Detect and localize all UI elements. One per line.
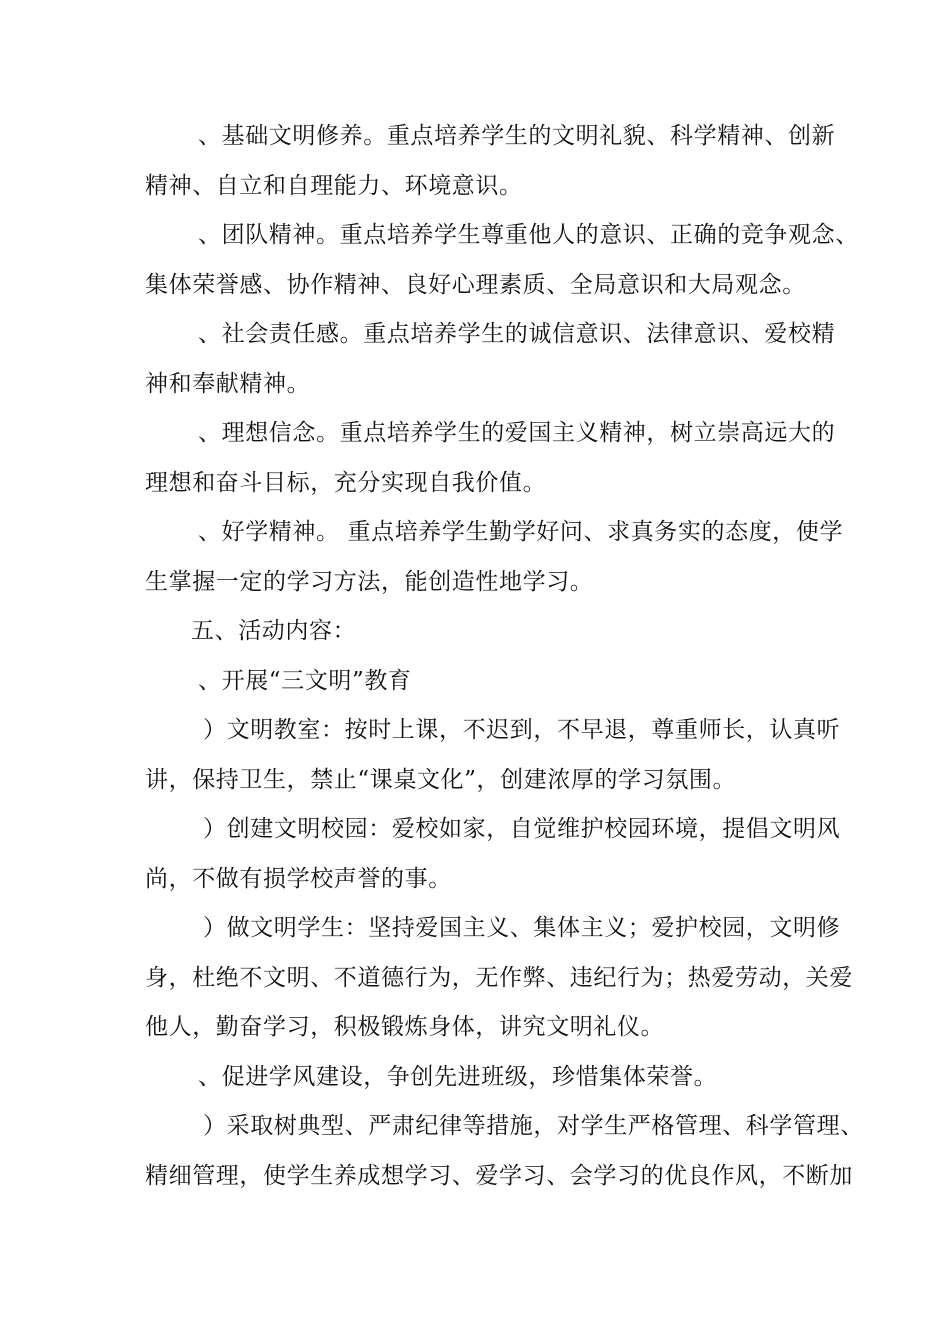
paragraph-line: 集体荣誉感、协作精神、良好心理素质、全局意识和大局观念。: [145, 271, 806, 298]
paragraph-line: 精细管理，使学生养成想学习、爱学习、会学习的优良作风，不断加: [145, 1162, 853, 1189]
paragraph-line: 他人，勤奋学习，积极锻炼身体，讲究文明礼仪。: [145, 1014, 665, 1040]
paragraph-line: 身，杜绝不文明、不道德行为，无作弊、违纪行为；热爱劳动，关爱: [145, 964, 853, 991]
paragraph-line: ）创建文明校园：爱校如家，自觉维护校园环境，提倡文明风: [203, 816, 841, 842]
document-body: [145, 112, 864, 1201]
subsection-heading: 、促进学风建设，争创先进班级，珍惜集体荣誉。: [198, 1063, 718, 1090]
paragraph-line: ）采取树典型、严肃纪律等措施，对学生严格管理、科学管理、: [203, 1113, 864, 1139]
section-heading: 五、活动内容：: [191, 618, 357, 644]
paragraph-line: ）做文明学生：坚持爱国主义、集体主义；爱护校园，文明修: [203, 915, 841, 941]
paragraph-line: 、团队精神。重点培养学生尊重他人的意识、正确的竞争观念、: [198, 222, 859, 248]
paragraph-line: 生掌握一定的学习方法，能创造性地学习。: [145, 568, 594, 595]
paragraph-line: 讲，保持卫生，禁止“课桌文化”，创建浓厚的学习氛围。: [145, 766, 737, 793]
paragraph-line: 理想和奋斗目标，充分实现自我价值。: [145, 469, 547, 496]
paragraph-line: 尚，不做有损学校声誉的事。: [145, 865, 452, 892]
paragraph-line: ）文明教室：按时上课，不迟到，不早退，尊重师长，认真听: [203, 717, 841, 743]
paragraph-line: 精神、自立和自理能力、环境意识。: [145, 172, 523, 199]
paragraph-line: 神和奉献精神。: [145, 370, 311, 397]
subsection-heading: 、开展“三文明”教育: [198, 667, 412, 694]
paragraph-line: 、好学精神。 重点培养学生勤学好问、求真务实的态度，使学: [198, 519, 844, 545]
paragraph-line: 、基础文明修养。重点培养学生的文明礼貌、科学精神、创新: [198, 123, 836, 149]
paragraph-line: 、社会责任感。重点培养学生的诚信意识、法律意识、爱校精: [198, 321, 836, 347]
paragraph-line: 、理想信念。重点培养学生的爱国主义精神，树立崇高远大的: [198, 420, 836, 446]
